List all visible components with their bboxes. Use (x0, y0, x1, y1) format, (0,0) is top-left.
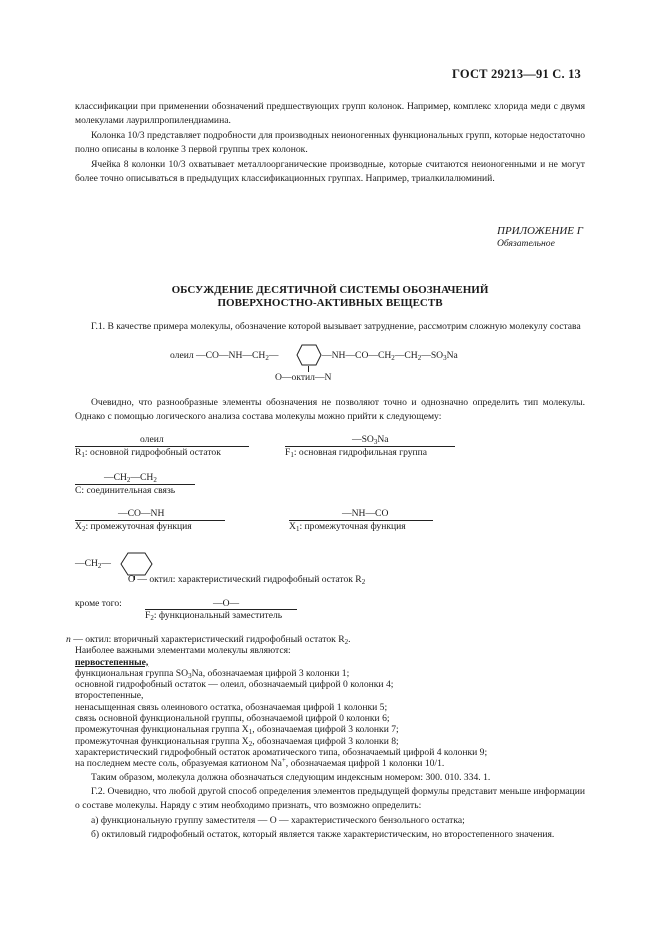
benzene-ring-icon (296, 344, 322, 366)
list-item: функциональная группа $SO_3Na$, обозначаемая цифрой 3 колонки 1; (75, 667, 350, 680)
formula-left: олеил $—CO—NH—CH_2—$ (170, 350, 279, 362)
formula-substituent: O—октил—N (275, 372, 332, 383)
elements-list (66, 634, 586, 770)
g1-paragraph: Г.1. В качестве примера молекулы, обозначение которой вызывает затруднение, рассмотрим сложную молекулу состава (91, 321, 581, 332)
ch2-label: $—CH_2—$ (75, 558, 112, 570)
list-item: на последнем месте соль, образуемая катионом Na+, обозначаемая цифрой 1 колонки 10/1. (75, 756, 445, 770)
x2-label: $X_2$: промежуточная функция (75, 521, 192, 533)
o-label: —O— (213, 598, 240, 609)
section-title (75, 284, 585, 310)
appendix-status: Обязательное (497, 238, 555, 249)
f2-label: $F_2$: функциональный заместитель (145, 610, 283, 622)
conclusion-paragraph-1: Таким образом, молекула должна обозначаться следующим индексным номером: 300. 010. 334. 1. (91, 772, 491, 783)
g2-item-b: б) октиловый гидрофобный остаток, который является также характеристическим, но второстепенного значения. (91, 829, 555, 840)
appendix-label (497, 225, 583, 249)
g1-after-paragraph: Очевидно, что разнообразные элементы обозначения не позволяют точно и однозначно определить тип молекулы. Однако с помощью логического анализа состава молекулы можно прийти к следующему: (75, 397, 585, 423)
list-item: связь основной функциональной группы, обозначаемой цифрой 0 колонки 6; (75, 713, 390, 725)
krome-label: кроме того: (75, 598, 122, 609)
list-item: характеристический гидрофобный остаток ароматического типа, обозначаемый цифрой 4 колонки 9; (75, 746, 488, 758)
nhco-label: —NH—CO (342, 508, 389, 519)
c-label: C: соединительная связь (75, 485, 176, 496)
conh-label: —CO—NH (118, 508, 165, 519)
list-item: основной гидрофобный остаток — олеил, обозначаемый цифрой 0 колонки 4; (75, 679, 394, 691)
list-item: Наиболее важными элементами молекулы являются: (75, 645, 291, 657)
g2-paragraph: Г.2. Очевидно, что любой другой способ определения элементов предыдущей формулы представит меньше информации о составе молекулы. Наряду с этим необходимо признать, что возможно определить: (75, 786, 585, 812)
appendix-title: ПРИЛОЖЕНИЕ Г (497, 225, 583, 237)
list-item: второстепенные, (75, 690, 144, 702)
f1-label: $F_1$: основная гидрофильная группа (285, 447, 428, 459)
intro-paragraph-1: классификации при применении обозначений предшествующих групп колонок. Например, комплекс хлорида меди с двумя молекулами лаурилпропилендиамина. (75, 101, 585, 127)
ch2ch2-label: $—CH_2—CH_2$ (104, 472, 157, 484)
intro-paragraph-2: Колонка 10/3 представляет подробности для производных неионогенных функциональных групп, которые недостаточно полно описаны в колонке 3 первой группы трех колонок. (75, 130, 585, 156)
g2-item-a: а) функциональную группу заместителя — О — характеристического бензольного остатка; (91, 815, 465, 826)
list-item: первостепенные, (75, 656, 149, 668)
so3na-label: $—SO_3Na$ (352, 434, 389, 446)
list-item: ненасыщенная связь олеинового остатка, обозначаемая цифрой 1 колонки 5; (75, 701, 388, 713)
list-item: промежуточная функциональная группа $X_1$, обозначаемая цифрой 3 колонки 7; (75, 724, 399, 737)
list-item: n — октил: вторичный характеристический гидрофобный остаток $R_2$. (66, 634, 351, 646)
formula-right: $—NH—CO—CH_2—CH_2—SO_3Na$ (322, 350, 458, 362)
x1-label: $X_1$: промежуточная функция (289, 521, 406, 533)
r2-label: O — октил: характеристический гидрофобный остаток $R_2$ (128, 574, 366, 586)
section-title-line-1: ОБСУЖДЕНИЕ ДЕСЯТИЧНОЙ СИСТЕМЫ ОБОЗНАЧЕНИЙ (171, 284, 489, 296)
intro-paragraph-3: Ячейка 8 колонки 10/3 охватывает металлоорганические производные, которые считаются неионогенными и не могут более точно описываться в предыдущих классификационных группах. Например, триалкилалюминий. (75, 159, 585, 185)
oleil-label: олеил (140, 434, 164, 445)
section-title-line-2: ПОВЕРХНОСТНО-АКТИВНЫХ ВЕЩЕСТВ (217, 297, 443, 309)
list-item: промежуточная функциональная группа $X_2$, обозначаемая цифрой 3 колонки 8; (75, 735, 399, 748)
r1-label: $R_1$: основной гидрофобный остаток (75, 447, 221, 459)
page-header: ГОСТ 29213—91 С. 13 (452, 67, 581, 81)
benzene-ring-icon (120, 552, 154, 576)
